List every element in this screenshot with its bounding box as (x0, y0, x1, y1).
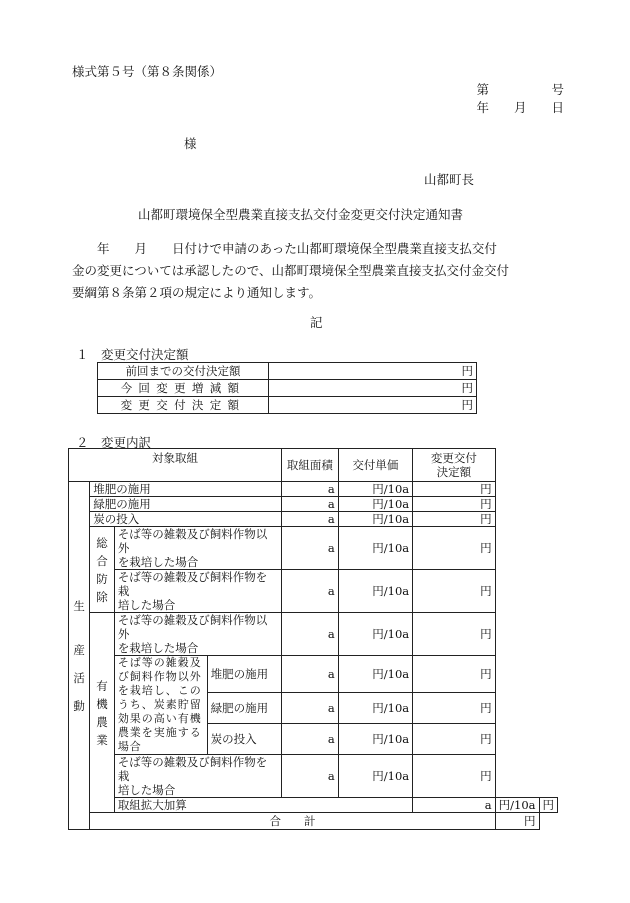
document-date: 年 月 日 (476, 100, 564, 115)
sub-description (114, 656, 207, 755)
table-row (98, 397, 477, 414)
header-row (69, 449, 558, 482)
area-unit: a (413, 798, 495, 813)
body-line: 金の変更については承認したので、山都町環境保全型農業直接支払交付金交付 (72, 263, 510, 278)
area-unit: a (282, 482, 339, 497)
sub-description-line: 場合 (117, 740, 142, 753)
table-row (69, 755, 558, 798)
row-label-line: 培した場合 (117, 783, 176, 797)
table-row (69, 527, 558, 570)
ki-heading: 記 (310, 315, 323, 330)
row-unit: 円 (269, 397, 477, 414)
sub-description-line: び飼料作物以外 (117, 670, 202, 683)
change-amount-table (97, 362, 477, 414)
section1-heading: １ 変更交付決定額 (76, 347, 189, 362)
row-label: 今回変更増減額 (98, 380, 269, 397)
amount-unit: 円 (495, 813, 539, 830)
row-label (114, 755, 281, 798)
sub-description-line: そば等の雑穀及 (117, 656, 202, 669)
amount-unit: 円 (413, 693, 495, 724)
row-label: 緑肥の施用 (207, 693, 281, 724)
price-unit: 円/10a (338, 724, 413, 755)
row-label: 取組拡大加算 (114, 798, 412, 813)
amount-unit: 円 (413, 482, 495, 497)
header-target: 対象取組 (69, 449, 282, 482)
table-row (98, 380, 477, 397)
area-unit: a (282, 613, 339, 656)
category-char: 合 (96, 553, 108, 568)
area-unit: a (282, 755, 339, 798)
row-label: 緑肥の施用 (90, 497, 282, 512)
row-label-line: そば等の雑穀及び飼料作物以外 (117, 613, 268, 641)
header-amount-line: 決定額 (436, 465, 472, 479)
row-label: 堆肥の施用 (90, 482, 282, 497)
area-unit: a (282, 497, 339, 512)
amount-unit: 円 (413, 527, 495, 570)
row-unit: 円 (269, 380, 477, 397)
form-number: 様式第５号（第８条関係） (72, 64, 223, 79)
amount-unit: 円 (413, 570, 495, 613)
body-line: 要綱第８条第２項の規定により通知します。 (72, 285, 322, 300)
issuer: 山都町長 (424, 172, 475, 187)
row-label-line: 培した場合 (117, 598, 176, 612)
category-char: 機 (96, 696, 108, 711)
price-unit: 円/10a (338, 613, 413, 656)
category-char: 有 (96, 678, 108, 693)
sub-description-line: 農業を実施する (117, 726, 202, 739)
category-production (69, 482, 90, 830)
table-row (69, 497, 558, 512)
category-sogo-bojo (90, 527, 115, 613)
table-row (98, 363, 477, 380)
area-unit: a (282, 656, 339, 693)
area-unit: a (282, 512, 339, 527)
amount-unit: 円 (539, 798, 558, 813)
row-label: 前回までの交付決定額 (98, 363, 269, 380)
category-char: 農 (96, 714, 108, 729)
price-unit: 円/10a (495, 798, 539, 813)
row-label: 変更交付決定額 (98, 397, 269, 414)
amount-unit: 円 (413, 512, 495, 527)
category-char: 業 (96, 732, 108, 747)
table-row (69, 570, 558, 613)
row-label-line: を栽培した場合 (117, 641, 199, 655)
document-title: 山都町環境保全型農業直接支払交付金変更交付決定通知書 (138, 207, 464, 222)
row-label: 堆肥の施用 (207, 656, 281, 693)
table-row (69, 613, 558, 656)
notice-body (72, 238, 568, 304)
row-label-line: を栽培した場合 (117, 555, 199, 569)
row-label-line: そば等の雑穀及び飼料作物を栽 (117, 755, 268, 783)
amount-unit: 円 (413, 656, 495, 693)
table-row (69, 512, 558, 527)
body-line: 年 月 日付けで申請のあった山都町環境保全型農業直接支払交付 (72, 241, 497, 256)
row-label-line: そば等の雑穀及び飼料作物以外 (117, 527, 268, 555)
header-amount-line: 変更交付 (430, 451, 477, 465)
row-unit: 円 (269, 363, 477, 380)
section2-heading: ２ 変更内訳 (76, 435, 152, 450)
amount-unit: 円 (413, 755, 495, 798)
sub-description-line: うち、炭素貯留 (117, 698, 202, 711)
header-unit-price: 交付単価 (338, 449, 413, 482)
amount-unit: 円 (413, 613, 495, 656)
price-unit: 円/10a (338, 755, 413, 798)
row-label (114, 527, 281, 570)
document-number: 第 号 (476, 82, 564, 97)
table-row (69, 656, 558, 693)
price-unit: 円/10a (338, 512, 413, 527)
sub-description-line: 効果の高い有機 (117, 712, 202, 725)
addressee-suffix: 様 (184, 136, 197, 151)
amount-unit: 円 (413, 724, 495, 755)
header-area: 取組面積 (282, 449, 339, 482)
category-yuki-nogyo (90, 613, 115, 813)
header-amount (413, 449, 495, 482)
price-unit: 円/10a (338, 693, 413, 724)
area-unit: a (282, 724, 339, 755)
table-row (69, 482, 558, 497)
area-unit: a (282, 693, 339, 724)
row-label: 炭の投入 (207, 724, 281, 755)
amount-unit: 円 (413, 497, 495, 512)
total-row (69, 813, 558, 830)
breakdown-table (68, 448, 558, 830)
total-label: 合 計 (90, 813, 495, 830)
price-unit: 円/10a (338, 656, 413, 693)
price-unit: 円/10a (338, 570, 413, 613)
price-unit: 円/10a (338, 527, 413, 570)
row-label (114, 570, 281, 613)
table-row (69, 798, 558, 813)
category-char: 動 (73, 698, 85, 713)
category-char: 生 (73, 598, 85, 613)
row-label-line: そば等の雑穀及び飼料作物を栽 (117, 570, 268, 598)
row-label (114, 613, 281, 656)
area-unit: a (282, 527, 339, 570)
category-char: 除 (96, 589, 108, 604)
category-char: 防 (96, 571, 108, 586)
category-char: 総 (96, 535, 108, 550)
area-unit: a (282, 570, 339, 613)
price-unit: 円/10a (338, 497, 413, 512)
row-label: 炭の投入 (90, 512, 282, 527)
category-char: 活 (73, 670, 85, 685)
price-unit: 円/10a (338, 482, 413, 497)
sub-description-line: を栽培し、この (117, 684, 202, 697)
category-char: 産 (73, 642, 85, 657)
